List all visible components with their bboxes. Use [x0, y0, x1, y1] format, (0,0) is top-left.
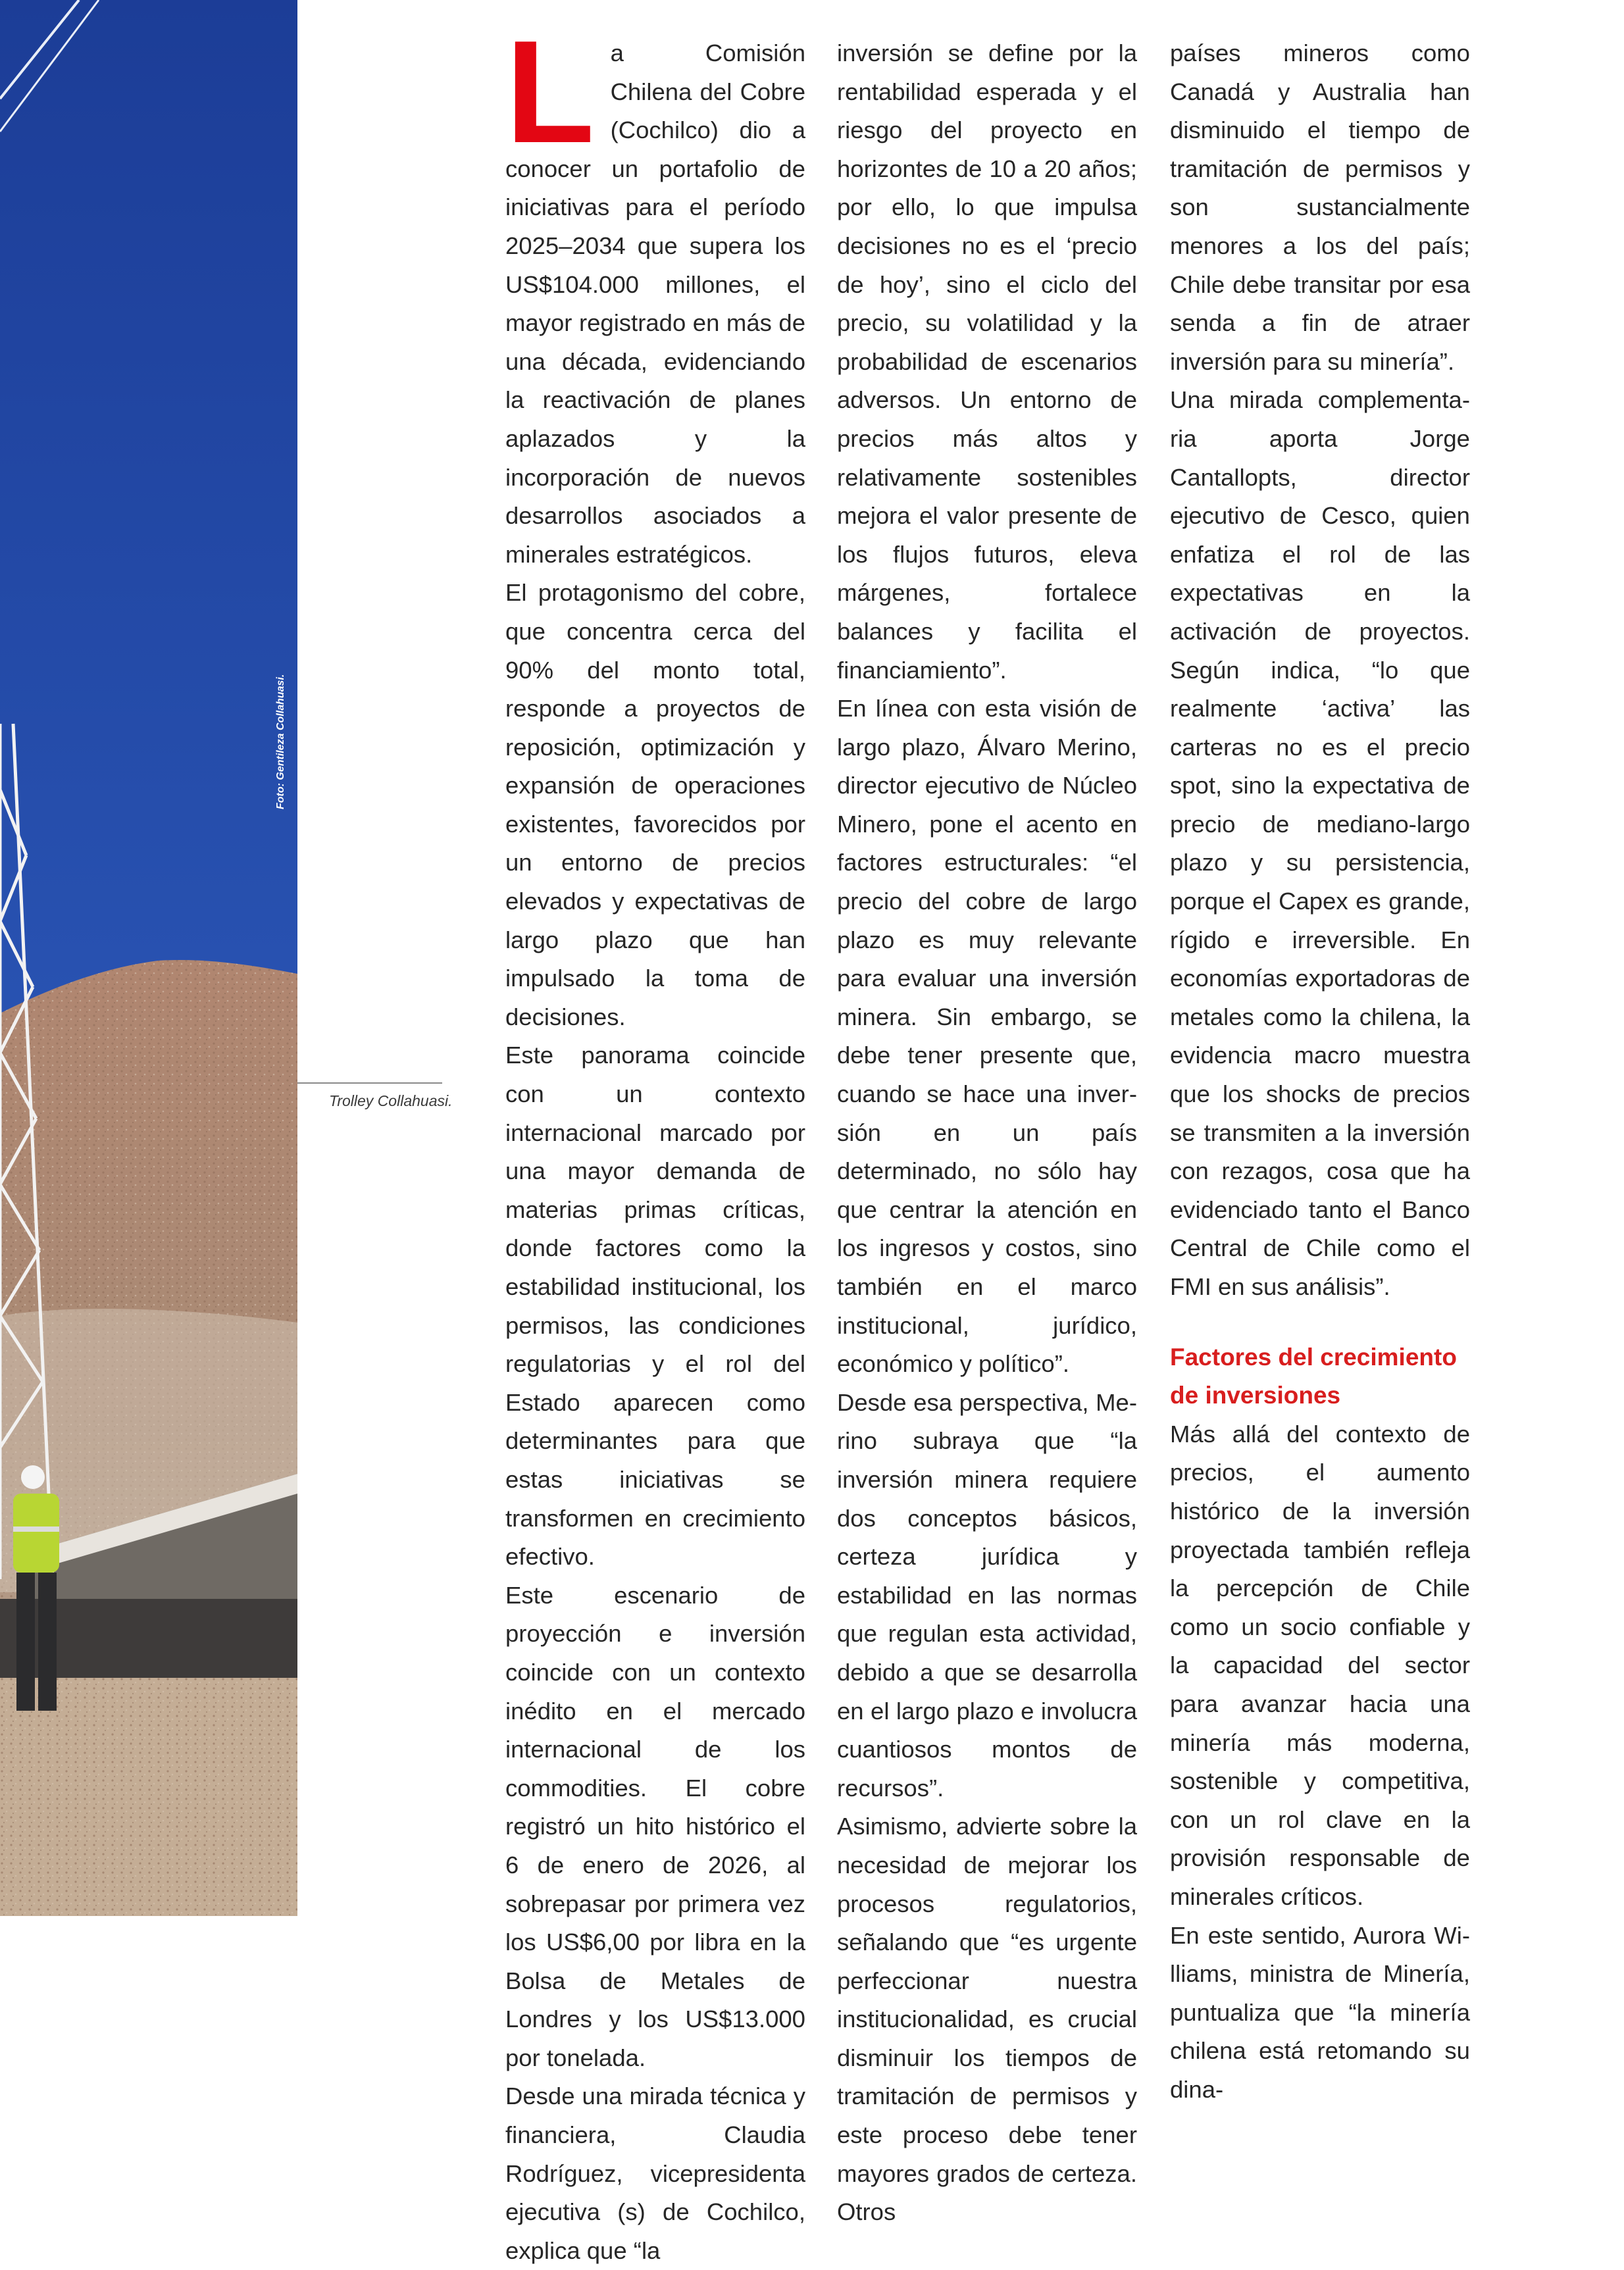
- paragraph: países mineros como Canadá y Australia han disminuido el tiempo de tramitación de permisos y son sustancialmente menores a los del país; Chile debe transitar por esa senda a fin de atraer inversión para su minería”.: [1170, 39, 1470, 375]
- paragraph: Este escenario de proyección e inversión coincide con un contexto inédito en el mercado internacional de los commodities. El cobre registró un hito histórico el 6 de enero de 2026, al sobrepasar por primera vez los US$6,00 por libra en la Bolsa de Metales de Londres y los US$13.000 por tonelada.: [505, 1581, 805, 2071]
- paragraph: Asimismo, advierte sobre la necesidad de mejorar los procesos regulatorios, señalando que “es urgente perfeccionar nuestra institucionalidad, es crucial disminuir los tiempos de tramitación de permisos y este proceso debe tener mayores grados de certeza. Otros: [837, 1813, 1137, 2226]
- drop-cap: L: [505, 11, 595, 174]
- photo-credit: Foto: Gentileza Collahuasi.: [275, 674, 286, 809]
- photo-caption: Trolley Collahuasi.: [329, 1092, 453, 1109]
- paragraph: inversión se define por la rentabilidad esperada y el riesgo del proyecto en horizontes de 10 a 20 años; por ello, lo que impulsa decisiones no es el ‘precio de hoy’, sino el ciclo del precio, su volatilidad y la probabilidad de escenarios adversos. Un entorno de precios más altos y relativamente sostenibles mejora el valor presente de los flujos futuros, eleva márgenes, fortalece balances y facilita el financiamiento”.: [837, 39, 1137, 684]
- paragraph: a Comisión Chilena del Cobre (Cochilco) dio a conocer un portafolio de iniciativas para el período 2025–2034 que supera los US$104.000 millones, el mayor registrado en más de una década, evidenciando la reactivación de planes aplazados y la incorporación de nuevos desarrollos asociados a minerales estratégicos.: [505, 39, 805, 568]
- article-column-3: [1170, 34, 1470, 2109]
- paragraph: En este sentido, Aurora Williams, ministra de Minería, puntualiza que “la minería chilena está retomando su dina-: [1170, 1921, 1470, 2103]
- paragraph: En línea con esta visión de largo plazo, Álvaro Merino, director ejecutivo de Núcleo Minero, pone el acento en factores estructurales: “el precio del cobre de largo plazo es muy relevante para evaluar una inversión minera. Sin embargo, se debe tener presente que, cuando se hace una inversión en un país determinado, no sólo hay que centrar la atención en los ingresos y costos, sino también en el marco institucional, jurídico, económico y político”.: [837, 695, 1137, 1378]
- paragraph: Este panorama coincide con un contexto internacional marcado por una mayor demanda de materias primas críticas, donde factores como la estabilidad institucional, los permisos, las condiciones regulatorias y el rol del Estado aparecen como determinantes para que estas iniciativas se transformen en crecimiento efectivo.: [505, 1042, 805, 1571]
- section-subheading: Factores del crecimiento de inversiones: [1170, 1343, 1457, 1409]
- article-column-2: [837, 34, 1137, 2232]
- mining-trolley-tower-photo: [0, 0, 297, 1916]
- paragraph: Una mirada complementaria aporta Jorge Cantallopts, director ejecutivo de Cesco, quien enfatiza el rol de las expectativas en la activación de proyectos. Según indica, “lo que realmente ‘activa’ las carteras no es el precio spot, sino la expectativa de precio de mediano-largo plazo y su persistencia, porque el Capex es grande, rígido e irreversible. En economías exportadoras de metales como la chilena, la evidencia macro muestra que los shocks de precios se transmiten a la inversión con rezagos, cosa que ha evidenciado tanto el Banco Central de Chile como el FMI en sus análisis”.: [1170, 386, 1470, 1300]
- paragraph: El protagonismo del cobre, que concentra cerca del 90% del monto total, responde a proyectos de reposición, optimización y expansión de operaciones existentes, favorecidos por un entorno de precios elevados y expectativas de largo plazo que han impulsado la toma de decisiones.: [505, 579, 805, 1030]
- paragraph: Más allá del contexto de precios, el aumento histórico de la inversión proyectada también refleja la percepción de Chile como un socio confiable y la capacidad del sector para avanzar hacia una minería más moderna, sostenible y competitiva, con un rol clave en la provisión responsable de minerales críticos.: [1170, 1420, 1470, 1910]
- paragraph: Desde esa perspectiva, Merino subraya que “la inversión minera requiere dos conceptos básicos, certeza jurídica y estabilidad en las normas que regulan esta actividad, debido a que se desarrolla en el largo plazo e involucra cuantiosos montos de recursos”.: [837, 1388, 1137, 1802]
- caption-divider: [297, 1082, 442, 1084]
- article-column-1: [505, 11, 805, 2270]
- paragraph: Desde una mirada técnica y financiera, Claudia Rodríguez, vicepresidenta ejecutiva (s) de Cochilco, explica que “la: [505, 2082, 805, 2264]
